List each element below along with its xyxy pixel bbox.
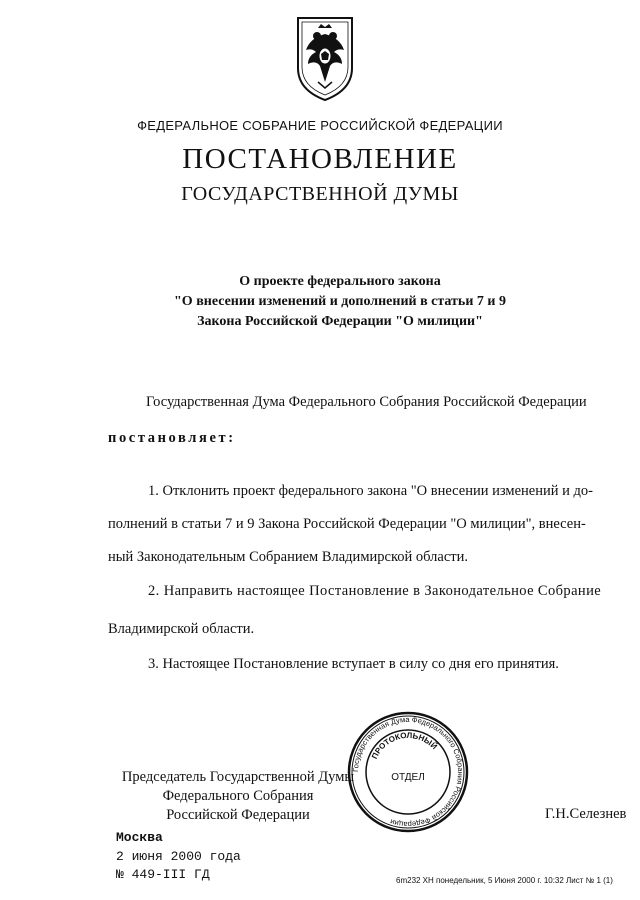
footer-print-meta: 6m232 ХН понедельник, 5 Июня 2000 г. 10:32 Лист № 1 (1)	[396, 876, 613, 885]
footer-date: 2 июня 2000 года	[116, 849, 241, 864]
preamble: Государственная Дума Федерального Собрания Российской Федерации	[146, 394, 587, 410]
item-1-line: полнений в статьи 7 и 9 Закона Российской Федерации "О милиции", внесен-	[108, 516, 586, 532]
stamp-center-text: ОТДЕЛ	[391, 772, 425, 783]
issuer-title: ГОСУДАРСТВЕННОЙ ДУМЫ	[181, 183, 459, 205]
subject-line: Закона Российской Федерации "О милиции"	[197, 314, 483, 329]
document-type-title: ПОСТАНОВЛЕНИЕ	[182, 143, 458, 175]
position-line: Российской Федерации	[166, 807, 310, 823]
signatory-name: Г.Н.Селезнев	[545, 806, 627, 822]
coat-of-arms-emblem	[290, 12, 360, 104]
item-2-line: 2. Направить настоящее Постановление в Законодательное Собрание	[148, 583, 602, 599]
subject-line: О проекте федерального закона	[239, 274, 441, 289]
position-line: Председатель Государственной Думы	[121, 769, 355, 785]
stamp-outer-text: Государственная Дума Федерального Собрания Российской Федерации	[350, 714, 466, 830]
signatory-position	[118, 768, 358, 825]
item-1-line: ный Законодательным Собранием Владимирской области.	[108, 549, 468, 565]
stamp-inner-text: ПРОТОКОЛЬНЫЙ	[369, 730, 439, 761]
position-line: Федерального Собрания	[162, 788, 314, 804]
resolves-word: постановляет:	[108, 430, 236, 446]
protocol-department-stamp	[346, 710, 470, 834]
footer-city: Москва	[116, 830, 163, 845]
assembly-heading: ФЕДЕРАЛЬНОЕ СОБРАНИЕ РОССИЙСКОЙ ФЕДЕРАЦИИ	[137, 118, 503, 133]
item-1-line: 1. Отклонить проект федерального закона "О внесении изменений и до-	[148, 483, 593, 499]
footer-number: № 449-III ГД	[116, 867, 210, 882]
subject-block	[130, 272, 550, 332]
item-3: 3. Настоящее Постановление вступает в силу со дня его принятия.	[148, 656, 559, 672]
item-2-line: Владимирской области.	[108, 621, 255, 637]
subject-line: "О внесении изменений и дополнений в статьи 7 и 9	[174, 294, 506, 309]
